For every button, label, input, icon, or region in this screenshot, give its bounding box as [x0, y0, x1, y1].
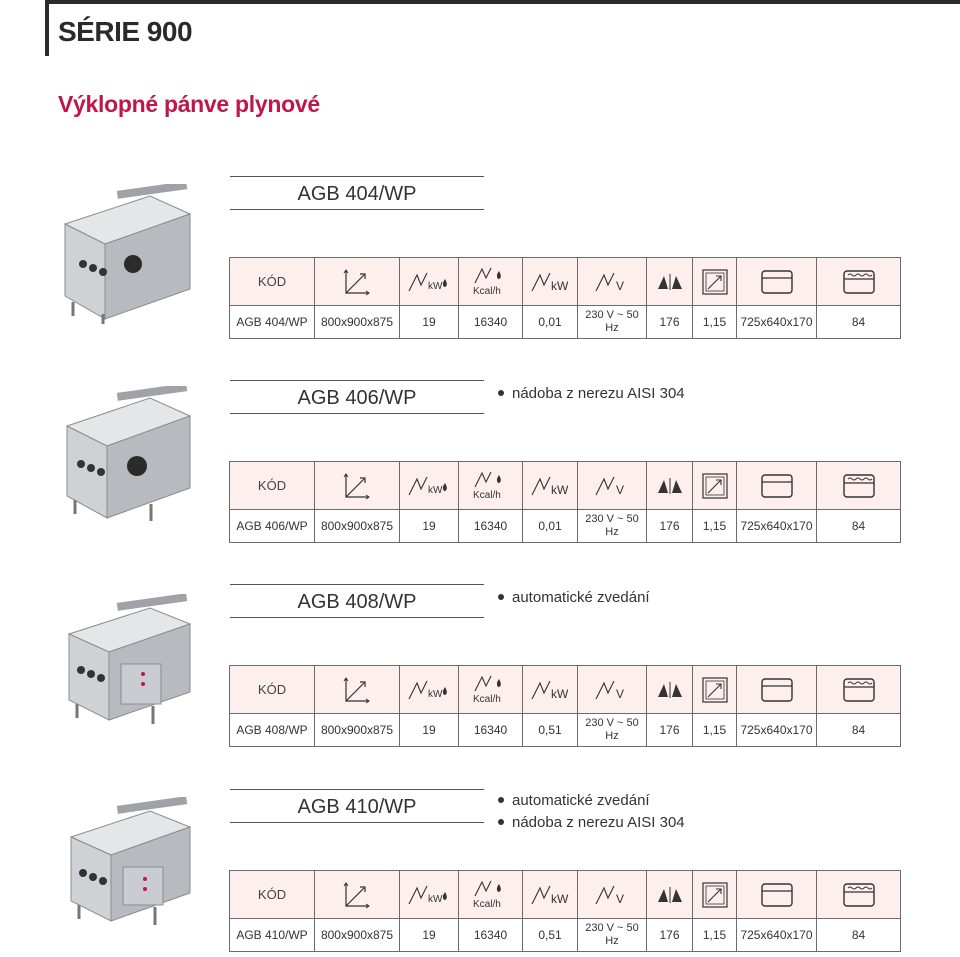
gas-kw-header	[400, 462, 459, 510]
svg-text:Kcal/h: Kcal/h	[472, 489, 501, 501]
specs-table	[229, 870, 901, 952]
code-cell: AGB 406/WP	[230, 510, 315, 543]
gas-kcal-header	[459, 666, 523, 714]
table-row	[230, 919, 901, 952]
dimensions-header	[315, 258, 400, 306]
voltage-icon	[578, 271, 646, 293]
pan-cell: 725x640x170	[737, 306, 817, 339]
pan-header	[737, 462, 817, 510]
svg-text:Kcal/h: Kcal/h	[472, 285, 501, 297]
electric-kw-header	[523, 871, 578, 919]
kcal-cell: 16340	[459, 714, 523, 747]
el-kw-cell: 0,51	[523, 919, 578, 952]
pan-lid-icon	[817, 677, 900, 703]
table-row	[230, 306, 901, 339]
voltage-header	[578, 462, 647, 510]
capacity-icon	[647, 476, 692, 496]
tilt-header	[693, 666, 737, 714]
capacity-cell: 176	[647, 714, 693, 747]
pan-icon	[737, 882, 816, 908]
voltage-cell: 230 V ~ 50 Hz	[578, 306, 647, 339]
pan-header	[737, 258, 817, 306]
voltage-icon	[578, 884, 646, 906]
tilt-area-icon	[693, 473, 736, 499]
svg-text:kW: kW	[428, 280, 443, 292]
dimensions-header	[315, 462, 400, 510]
model-name: AGB 408/WP	[297, 591, 417, 613]
pan-icon	[737, 269, 816, 295]
svg-text:kW: kW	[551, 686, 569, 701]
pan-lid-icon	[817, 882, 900, 908]
bullet-icon	[498, 797, 504, 803]
voltage-cell: 230 V ~ 50 Hz	[578, 919, 647, 952]
code-cell: AGB 408/WP	[230, 714, 315, 747]
dimensions-header	[315, 666, 400, 714]
tilt-header	[693, 871, 737, 919]
tilt-cell: 1,15	[693, 919, 737, 952]
top-rule	[45, 0, 960, 4]
svg-text:V: V	[616, 482, 625, 497]
kod-header: KÓD	[230, 258, 315, 306]
kod-header: KÓD	[230, 871, 315, 919]
kcal-cell: 16340	[459, 510, 523, 543]
capacity-icon	[647, 272, 692, 292]
pan-header	[737, 666, 817, 714]
gas-power-kcal-icon	[459, 267, 522, 297]
gas-power-kw-icon	[400, 271, 458, 293]
model-title-box	[230, 584, 484, 618]
feature-list	[498, 384, 685, 406]
tilt-cell: 1,15	[693, 714, 737, 747]
electric-kw-header	[523, 666, 578, 714]
capacity-header	[647, 462, 693, 510]
svg-text:V: V	[616, 686, 625, 701]
dimensions-icon	[315, 880, 399, 910]
svg-text:kW: kW	[428, 484, 443, 496]
electric-power-kw-icon	[523, 884, 577, 906]
pan-cell: 725x640x170	[737, 714, 817, 747]
svg-text:kW: kW	[428, 688, 443, 700]
voltage-cell: 230 V ~ 50 Hz	[578, 510, 647, 543]
svg-text:V: V	[616, 891, 625, 906]
kcal-cell: 16340	[459, 306, 523, 339]
gas-kcal-header	[459, 258, 523, 306]
svg-text:Kcal/h: Kcal/h	[472, 693, 501, 705]
gas-kw-cell: 19	[400, 919, 459, 952]
weight-cell: 84	[817, 919, 901, 952]
svg-text:kW: kW	[428, 893, 443, 905]
product-image-tilting-pan	[55, 797, 205, 957]
svg-text:V: V	[616, 278, 625, 293]
feature-list	[498, 588, 650, 610]
gas-power-kcal-icon	[459, 880, 522, 910]
voltage-icon	[578, 679, 646, 701]
gas-kw-cell: 19	[400, 510, 459, 543]
pan-lid-icon	[817, 473, 900, 499]
capacity-icon	[647, 885, 692, 905]
voltage-cell: 230 V ~ 50 Hz	[578, 714, 647, 747]
svg-text:kW: kW	[551, 891, 569, 906]
pan-cell: 725x640x170	[737, 919, 817, 952]
dimensions-header	[315, 871, 400, 919]
table-row	[230, 714, 901, 747]
model-name: AGB 410/WP	[297, 796, 417, 818]
tilt-area-icon	[693, 882, 736, 908]
electric-kw-header	[523, 462, 578, 510]
capacity-header	[647, 258, 693, 306]
specs-table	[229, 665, 901, 747]
series-title: SÉRIE 900	[58, 16, 193, 47]
capacity-cell: 176	[647, 306, 693, 339]
dimensions-cell: 800x900x875	[315, 510, 400, 543]
gas-power-kcal-icon	[459, 471, 522, 501]
gas-kw-header	[400, 666, 459, 714]
dimensions-cell: 800x900x875	[315, 714, 400, 747]
el-kw-cell: 0,01	[523, 510, 578, 543]
svg-text:Kcal/h: Kcal/h	[472, 898, 501, 910]
capacity-cell: 176	[647, 919, 693, 952]
product-image-tilting-pan	[55, 386, 205, 546]
specs-table	[229, 257, 901, 339]
gas-power-kw-icon	[400, 679, 458, 701]
el-kw-cell: 0,01	[523, 306, 578, 339]
category-title: Výklopné pánve plynové	[58, 91, 320, 117]
tilt-area-icon	[693, 269, 736, 295]
model-title-box	[230, 380, 484, 414]
feature-item: automatické zvedání	[498, 791, 685, 813]
table-row	[230, 510, 901, 543]
gas-power-kw-icon	[400, 475, 458, 497]
code-cell: AGB 404/WP	[230, 306, 315, 339]
tilt-area-icon	[693, 677, 736, 703]
pan-icon	[737, 473, 816, 499]
tilt-header	[693, 258, 737, 306]
dimensions-cell: 800x900x875	[315, 306, 400, 339]
feature-list	[498, 791, 685, 835]
gas-kw-cell: 19	[400, 306, 459, 339]
gas-kcal-header	[459, 871, 523, 919]
electric-power-kw-icon	[523, 475, 577, 497]
weight-cell: 84	[817, 510, 901, 543]
specs-table	[229, 461, 901, 543]
voltage-header	[578, 258, 647, 306]
electric-power-kw-icon	[523, 271, 577, 293]
gas-kw-header	[400, 258, 459, 306]
pan-lid-icon	[817, 269, 900, 295]
el-kw-cell: 0,51	[523, 714, 578, 747]
product-image-tilting-pan	[55, 184, 205, 344]
model-name: AGB 404/WP	[297, 183, 417, 205]
product-image-tilting-pan	[55, 594, 205, 754]
svg-text:kW: kW	[551, 278, 569, 293]
model-title-box	[230, 176, 484, 210]
code-cell: AGB 410/WP	[230, 919, 315, 952]
voltage-header	[578, 666, 647, 714]
pan-lid-header	[817, 462, 901, 510]
pan-lid-header	[817, 666, 901, 714]
gas-kcal-header	[459, 462, 523, 510]
feature-item: nádoba z nerezu AISI 304	[498, 813, 685, 835]
feature-item: nádoba z nerezu AISI 304	[498, 384, 685, 406]
feature-item: automatické zvedání	[498, 588, 650, 610]
tilt-cell: 1,15	[693, 510, 737, 543]
kod-header: KÓD	[230, 462, 315, 510]
svg-text:kW: kW	[551, 482, 569, 497]
gas-kw-cell: 19	[400, 714, 459, 747]
pan-icon	[737, 677, 816, 703]
tilt-header	[693, 462, 737, 510]
gas-kw-header	[400, 871, 459, 919]
gas-power-kw-icon	[400, 884, 458, 906]
capacity-icon	[647, 680, 692, 700]
bullet-icon	[498, 594, 504, 600]
kcal-cell: 16340	[459, 919, 523, 952]
dimensions-cell: 800x900x875	[315, 919, 400, 952]
electric-power-kw-icon	[523, 679, 577, 701]
capacity-cell: 176	[647, 510, 693, 543]
tilt-cell: 1,15	[693, 306, 737, 339]
weight-cell: 84	[817, 306, 901, 339]
pan-lid-header	[817, 258, 901, 306]
pan-lid-header	[817, 871, 901, 919]
pan-header	[737, 871, 817, 919]
model-name: AGB 406/WP	[297, 387, 417, 409]
dimensions-icon	[315, 471, 399, 501]
gas-power-kcal-icon	[459, 675, 522, 705]
kod-header: KÓD	[230, 666, 315, 714]
voltage-header	[578, 871, 647, 919]
capacity-header	[647, 871, 693, 919]
dimensions-icon	[315, 675, 399, 705]
capacity-header	[647, 666, 693, 714]
electric-kw-header	[523, 258, 578, 306]
voltage-icon	[578, 475, 646, 497]
dimensions-icon	[315, 267, 399, 297]
bullet-icon	[498, 819, 504, 825]
model-title-box	[230, 789, 484, 823]
weight-cell: 84	[817, 714, 901, 747]
pan-cell: 725x640x170	[737, 510, 817, 543]
bullet-icon	[498, 390, 504, 396]
